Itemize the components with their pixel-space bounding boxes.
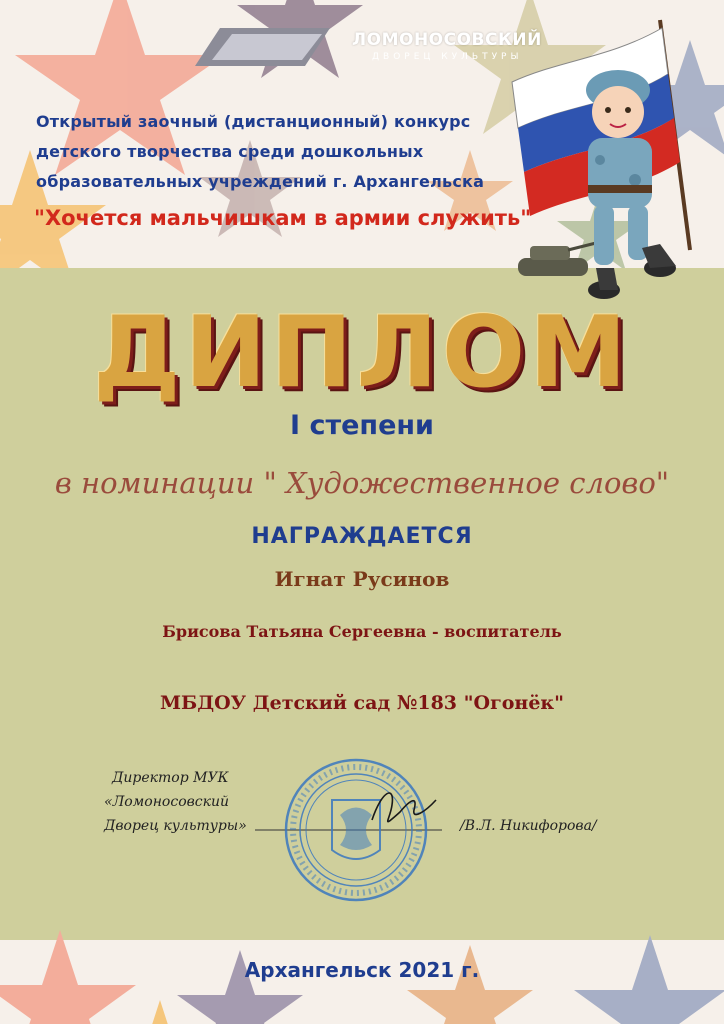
contest-motto: "Хочется мальчишкам в армии служить" [34,206,532,230]
diploma-title: ДИПЛОМ [93,296,631,410]
recipient-name: Игнат Русинов [274,567,450,591]
signer-role-line-1: Директор МУК [112,770,229,786]
signer-name: /В.Л. Никифорова/ [460,818,597,834]
header-line-3: образовательных учреждений г. Архангельска [36,172,485,191]
logo-subtitle: ДВОРЕЦ КУЛЬТУРЫ [372,52,523,62]
footer-city-year: Архангельск 2021 г. [244,958,480,982]
teacher-name: Брисова Татьяна Сергеевна - воспитатель [162,622,562,641]
header-line-1: Открытый заочный (дистанционный) конкурс [36,112,471,131]
header-line-2: детского творчества среди дошкольных [36,142,424,161]
awarded-label: НАГРАЖДАЕТСЯ [251,524,473,549]
signer-role-line-3: Дворец культуры» [104,818,247,834]
signer-role-line-2: «Ломоносовский [104,794,230,810]
logo-name: ЛОМОНОСОВСКИЙ [352,30,542,50]
nomination-text: в номинации " Художественное слово" [54,466,670,500]
institution-name: МБДОУ Детский сад №183 "Огонёк" [159,692,565,714]
degree-label: I степени [290,410,434,441]
